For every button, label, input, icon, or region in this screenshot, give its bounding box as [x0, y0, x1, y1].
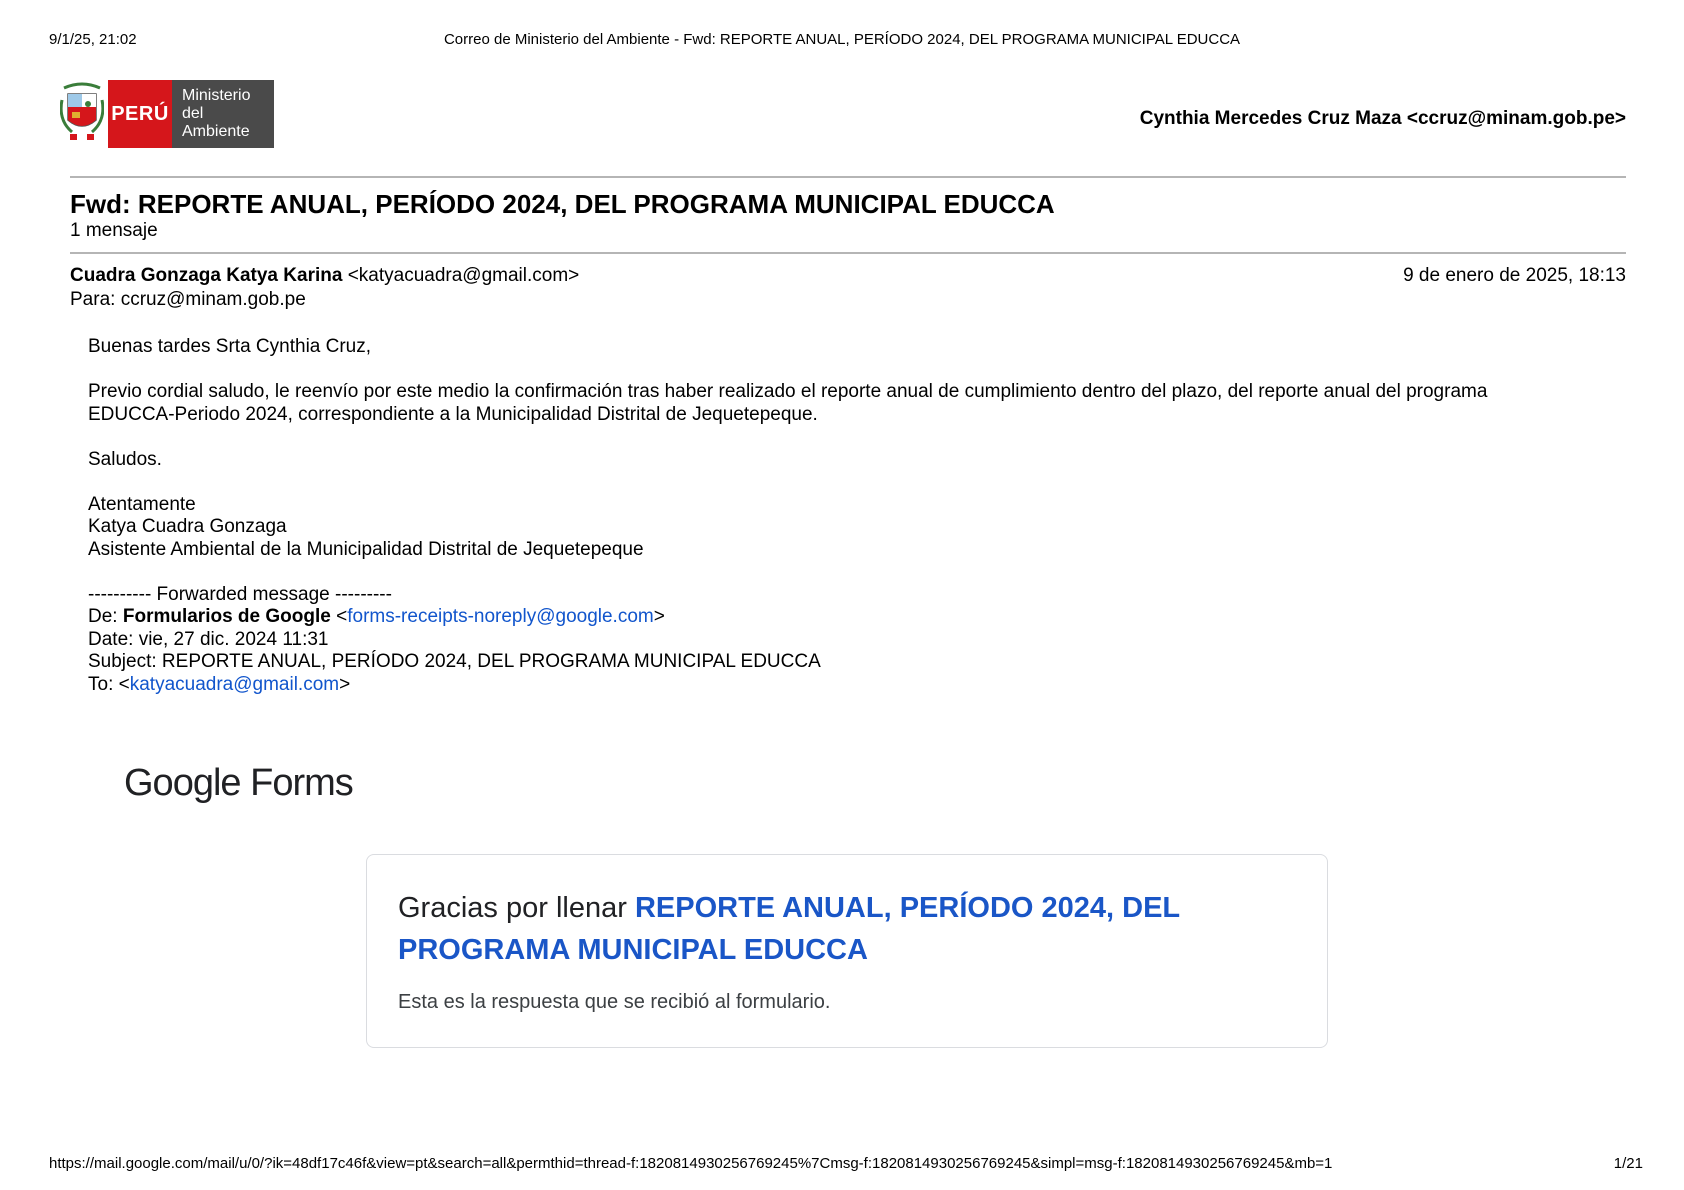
from-name: Cuadra Gonzaga Katya Karina: [70, 265, 343, 286]
forms-confirmation-card: [366, 854, 1328, 1048]
message-to: Para: ccruz@minam.gob.pe: [70, 289, 306, 310]
print-title: Correo de Ministerio del Ambiente - Fwd: REPORTE ANUAL, PERÍODO 2024, DEL PROGRAMA MUNICIPAL EDUCCA: [443, 31, 1241, 48]
google-forms-brand-google: Google: [124, 762, 241, 804]
print-url: https://mail.google.com/mail/u/0/?ik=48df17c46f&view=pt&search=all&permthid=thread-f:1820814930256769245%7Cmsg-f:1820814930256769245&simpl=msg-f:1820814930256769245&mb=1: [49, 1155, 1333, 1172]
from-email: <katyacuadra@gmail.com>: [347, 265, 580, 286]
body-paragraph-line1: Previo cordial saludo, le reenvío por este medio la confirmación tras haber realizado el reporte anual de cumplimiento dentro del plazo, del reporte anual del programa: [88, 381, 1488, 402]
signature-line3: Asistente Ambiental de la Municipalidad Distrital de Jequetepeque: [88, 539, 644, 560]
logo-country: PERÚ: [108, 80, 172, 148]
logo-ministry: [172, 80, 274, 148]
forwarded-to-label: To:: [88, 674, 119, 695]
signature-line1: Atentamente: [88, 494, 196, 515]
forms-form-title-link[interactable]: REPORTE ANUAL, PERÍODO 2024, DEL PROGRAMA MUNICIPAL EDUCCA: [398, 892, 1180, 966]
print-page-number: 1/21: [1613, 1155, 1643, 1172]
forwarded-subject: Subject: REPORTE ANUAL, PERÍODO 2024, DEL PROGRAMA MUNICIPAL EDUCCA: [88, 651, 821, 672]
print-datetime: 9/1/25, 21:02: [49, 31, 137, 48]
forwarded-from: De: Formularios de Google <forms-receipts-noreply@google.com>: [88, 606, 665, 627]
account-name: Cynthia Mercedes Cruz Maza <ccruz@minam.gob.pe>: [1139, 108, 1626, 129]
message-date: 9 de enero de 2025, 18:13: [1403, 265, 1626, 286]
forms-card-title: [398, 887, 1278, 971]
body-paragraph-line2: EDUCCA-Periodo 2024, correspondiente a la Municipalidad Distrital de Jequetepeque.: [88, 404, 818, 425]
forwarded-marker: ---------- Forwarded message ---------: [88, 584, 392, 605]
message-from: [70, 265, 579, 287]
forwarded-from-label: De:: [88, 606, 123, 627]
peru-coat-of-arms-icon: [60, 80, 104, 148]
message-count: 1 mensaje: [70, 220, 158, 241]
signature-line2: Katya Cuadra Gonzaga: [88, 516, 287, 537]
forwarded-date: Date: vie, 27 dic. 2024 11:31: [88, 629, 329, 650]
google-forms-logo: [124, 762, 353, 805]
forwarded-from-email-link[interactable]: forms-receipts-noreply@google.com: [347, 606, 654, 627]
thread-subject: Fwd: REPORTE ANUAL, PERÍODO 2024, DEL PROGRAMA MUNICIPAL EDUCCA: [70, 189, 1055, 219]
forms-response-note: Esta es la respuesta que se recibió al formulario.: [398, 991, 831, 1013]
logo-ministry-line1: Ministerio: [182, 87, 251, 104]
divider: [70, 176, 1626, 178]
forwarded-to-email-link[interactable]: katyacuadra@gmail.com: [129, 674, 340, 695]
google-forms-brand-forms: Forms: [250, 762, 353, 804]
ministry-logo: [60, 80, 274, 148]
logo-ministry-line2: del Ambiente: [182, 105, 250, 140]
closing: Saludos.: [88, 449, 162, 470]
divider: [70, 252, 1626, 254]
greeting: Buenas tardes Srta Cynthia Cruz,: [88, 336, 372, 357]
forwarded-to: To: <katyacuadra@gmail.com>: [88, 674, 351, 695]
forwarded-from-name: Formularios de Google: [122, 606, 331, 627]
forms-thanks-prefix: Gracias por llenar: [398, 892, 635, 924]
